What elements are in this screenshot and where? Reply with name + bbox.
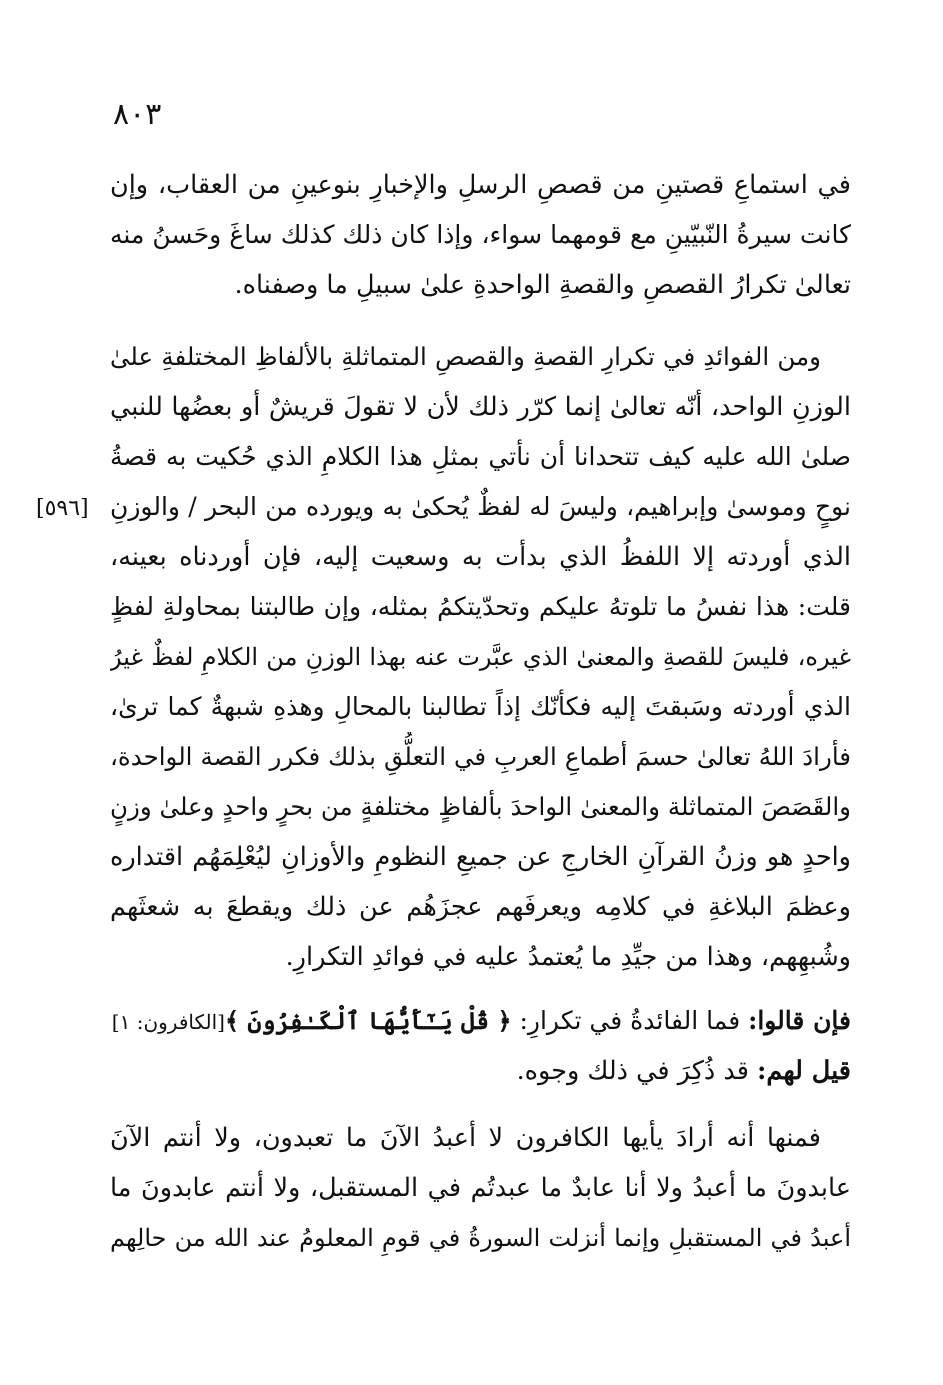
answer-line — [110, 1046, 851, 1106]
text-line: الذي أوردته وسَبقتَ إليه فكأنّك إذاً تطالبنا بالمحالِ وهذهِ شبهةٌ كما ترىٰ، — [110, 692, 851, 721]
text-line: قلت: هذا نفسُ ما تلوتهُ عليكم وتحدّيتكمُ بمثله، وإن طالبتنا بمحاولةِ لفظٍ — [110, 592, 851, 621]
text-line: والقَصَصَ المتماثلة والمعنىٰ الواحدَ بألفاظٍ مختلفةٍ من بحرٍ واحدٍ وعلىٰ وزنٍ — [110, 792, 851, 821]
verse-reference: [الكافرون: ١] — [111, 1010, 225, 1034]
text-line: عابدونَ ما أعبدُ ولا أنا عابدٌ ما عبدتُم في المستقبل، ولا أنتم عابدونَ ما — [110, 1173, 851, 1203]
quran-verse: ﴿ قُلْ يَـٰٓأَيُّهَا ٱلْكَـٰفِرُونَ ﴾ — [224, 1006, 512, 1035]
text-line: ومن الفوائدِ في تكرارِ القصةِ والقصصِ المتماثلةِ بالألفاظِ المختلفةِ علىٰ — [110, 342, 821, 371]
text-line: وعظمَ البلاغةِ في كلامِه ويعرفَهم عجزَهُم عن ذلك ويقطعَ به شعثَهم — [110, 892, 851, 922]
text-line: صلىٰ الله عليه كيف تتحدانا أن نأتي بمثلِ هذا الكلامِ الذي حُكيت به قصةُ — [110, 442, 851, 471]
text-line: نوحٍ وموسىٰ وإبراهيم، وليسَ له لفظٌ يُحكىٰ به ويورده من البحر / والوزنِ — [110, 492, 851, 521]
question-label: فإن قالوا: — [748, 1006, 851, 1035]
text-line: تعالىٰ تكرارُ القصصِ والقصةِ الواحدةِ علىٰ سبيلِ ما وصفناه. — [234, 270, 851, 300]
text-line: واحدٍ هو وزنُ القرآنِ الخارجِ عن جميعِ النظومِ والأوزانِ ليُعْلِمَهُم اقتداره — [110, 842, 851, 872]
text-line: في استماعِ قصتينِ من قصصِ الرسلِ والإخبارِ بنوعينِ من العقاب، وإن — [110, 170, 851, 200]
text-line: كانت سيرةُ النّبيّينِ مع قومهما سواء، وإذا كان ذلك كذلك ساغَ وحَسنُ منه — [110, 220, 851, 249]
text-line: غيره، فليسَ للقصةِ والمعنىٰ الذي عبَّرت عنه بهذا الوزنِ من الكلامِ لفظٌ غيرُ — [110, 643, 851, 671]
answer-label: قيل لهم: — [757, 1056, 851, 1086]
answer-text: قد ذُكِرَ في ذلك وجوه. — [516, 1056, 749, 1086]
text-line: فأرادَ اللهُ تعالىٰ حسمَ أطماعِ العربِ في التعلُّقِ بذلك فكرر القصة الواحدة، — [110, 742, 851, 771]
text-line: الذي أوردته إلا اللفظُ الذي بدأت به وسعيت إليه، فإن أوردناه بعينه، — [110, 542, 851, 572]
text-line: وشُبهِهم، وهذا من جيِّدِ ما يُعتمدُ عليه في فوائدِ التكرارِ. — [285, 942, 851, 972]
question-text: فما الفائدةُ في تكرارِ: — [519, 1006, 741, 1035]
text-line: أعبدُ في المستقبلِ وإنما أنزلت السورةُ في قومِ المعلومُ عند الله من حالِهم — [110, 1224, 851, 1252]
text-line: الوزنِ الواحد، أنّه تعالىٰ إنما كرّر ذلك لأن لا تقولَ قريشٌ أو بعضُها للنبي — [110, 392, 851, 422]
text-line: فمنها أنه أرادَ يأيها الكافرون لا أعبدُ الآنَ ما تعبدون، ولا أنتم الآنَ — [110, 1123, 821, 1153]
margin-reference: [٥٩٦] — [36, 496, 89, 521]
page-number: ٨٠٣ — [113, 97, 162, 132]
